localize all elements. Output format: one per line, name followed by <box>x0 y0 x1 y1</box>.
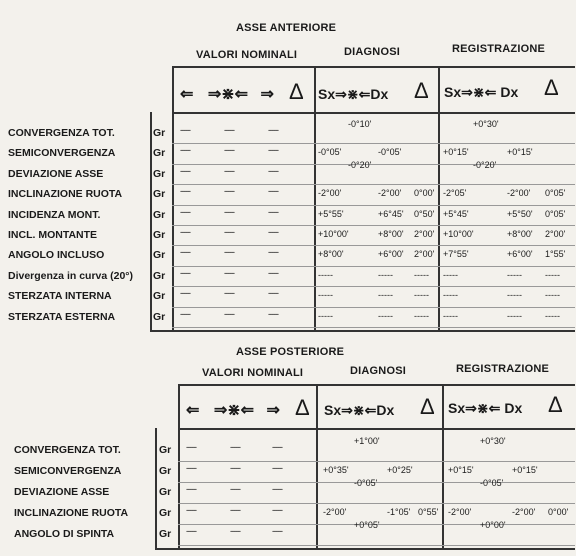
front-reg-delta-icon: Δ <box>544 75 559 100</box>
diag-value-dx: -1°05' <box>387 507 411 517</box>
toe-icon: ⇒⋇⇐ <box>465 400 501 416</box>
reg-value-dx: +6°00' <box>507 249 533 260</box>
front-header-diagnosis: DIAGNOSI <box>344 46 400 58</box>
reg-value-delta: 1°55' <box>545 249 566 260</box>
front-header-registration: REGISTRAZIONE <box>452 43 546 55</box>
diag-value-sx: -2°00' <box>318 188 342 199</box>
rear-header-registration: REGISTRAZIONE <box>456 363 550 375</box>
row-separator <box>172 225 575 226</box>
rear-reg-dx: Dx <box>504 400 523 416</box>
diag-value-delta: ----- <box>414 310 429 321</box>
diag-value-delta: 2°00' <box>414 249 435 260</box>
nominal-value-1: ----- <box>180 165 190 176</box>
reg-value-dx: +0°15' <box>512 465 538 475</box>
nominal-value-3: ----- <box>272 484 282 494</box>
row-label: DEVIAZIONE ASSE <box>8 167 104 180</box>
front-left-border <box>150 112 152 330</box>
reg-value-dx: +5°50' <box>507 208 533 219</box>
diag-value-delta: ----- <box>414 290 429 301</box>
rear-header-nominal: VALORI NOMINALI <box>202 367 304 379</box>
diag-value-sx: -0°05' <box>318 147 342 158</box>
reg-value-delta: 0°00' <box>548 507 569 517</box>
rear-diag-symbols <box>324 402 394 419</box>
row-label: STERZATA INTERNA <box>8 290 112 303</box>
unit-label: Gr <box>153 188 166 201</box>
reg-value-delta: ----- <box>545 310 560 321</box>
rear-nominal-symbols <box>186 400 280 420</box>
nominal-value-3: ----- <box>268 288 278 299</box>
nominal-value-3: ----- <box>272 442 282 452</box>
reg-value-dx: +0°15' <box>507 147 533 158</box>
unit-label: Gr <box>159 486 172 498</box>
nominal-value-1: ----- <box>180 186 190 197</box>
unit-label: Gr <box>153 147 166 160</box>
diag-value-dx: +0°25' <box>387 465 413 475</box>
row-separator <box>172 245 575 246</box>
reg-value-sx: -2°05' <box>443 188 467 199</box>
row-label: DEVIAZIONE ASSE <box>14 486 110 498</box>
row-label: ANGOLO INCLUSO <box>8 249 105 262</box>
reg-value-delta: ----- <box>545 269 560 280</box>
arrow-left-icon: ⇐ <box>186 402 200 419</box>
diag-value-total: -0°20' <box>348 159 372 170</box>
nominal-value-1: ----- <box>186 526 196 536</box>
row-label: STERZATA ESTERNA <box>8 310 116 323</box>
front-divider-diag-reg <box>438 66 440 330</box>
row-separator <box>172 286 575 287</box>
diag-value-dx: ----- <box>378 269 393 280</box>
reg-value-sx: ----- <box>443 290 458 301</box>
reg-value-total: +0°00' <box>480 520 506 530</box>
nominal-value-2: ----- <box>230 484 240 494</box>
row-label: CONVERGENZA TOT. <box>14 444 121 456</box>
nominal-value-2: ----- <box>230 442 240 452</box>
nominal-value-1: ----- <box>180 206 190 217</box>
front-bottom-border <box>150 330 575 332</box>
rear-bottom-border <box>155 548 575 550</box>
reg-value-sx: +0°15' <box>448 465 474 475</box>
rear-top-border <box>178 384 575 386</box>
toe-icon: ⇒⋇⇐ <box>461 84 497 100</box>
diag-value-sx: ----- <box>318 310 333 321</box>
nominal-value-1: ----- <box>186 505 196 515</box>
reg-value-total: -0°20' <box>473 159 497 170</box>
diag-value-delta: 0°50' <box>414 208 435 219</box>
row-label: INCLINAZIONE RUOTA <box>8 188 123 201</box>
diag-value-dx: +8°00' <box>378 229 404 239</box>
reg-value-dx: ----- <box>507 310 522 321</box>
rear-nominal-delta-icon: Δ <box>295 395 310 420</box>
unit-label: Gr <box>159 507 172 519</box>
toe-icon: ⇒⋇⇐ <box>341 402 377 418</box>
nominal-value-2: ----- <box>224 227 234 237</box>
nominal-value-2: ----- <box>230 505 240 515</box>
reg-value-delta: 0°05' <box>545 208 566 219</box>
front-axle-title: ASSE ANTERIORE <box>236 22 337 34</box>
nominal-value-3: ----- <box>268 206 278 217</box>
arrow-left-icon: ⇐ <box>180 86 194 103</box>
row-separator <box>172 184 575 185</box>
front-reg-symbols <box>444 84 518 101</box>
unit-label: Gr <box>153 229 166 241</box>
unit-label: Gr <box>159 444 172 456</box>
front-diag-dx: Dx <box>370 86 389 102</box>
nominal-value-1: ----- <box>186 484 196 494</box>
diag-value-delta: 0°00' <box>414 188 435 199</box>
diag-value-total: +1°00' <box>354 436 380 446</box>
nominal-value-1: ----- <box>180 288 190 299</box>
rear-unit-divider <box>178 428 180 548</box>
reg-value-dx: ----- <box>507 269 522 280</box>
diag-value-total: +0°05' <box>354 520 380 530</box>
rear-diag-dx: Dx <box>376 402 395 418</box>
rear-diag-sx: Sx <box>324 402 342 418</box>
unit-label: Gr <box>153 269 166 282</box>
diag-value-sx: +8°00' <box>318 249 344 260</box>
front-header-nominal: VALORI NOMINALI <box>196 49 298 61</box>
unit-label: Gr <box>159 465 172 477</box>
reg-value-total: +0°30' <box>480 436 506 446</box>
front-unit-divider <box>172 112 174 330</box>
nominal-value-2: ----- <box>224 206 234 217</box>
row-separator <box>172 266 575 267</box>
nominal-value-2: ----- <box>224 308 234 319</box>
reg-value-dx: -2°00' <box>507 188 531 199</box>
rear-header-left-border <box>178 384 180 428</box>
nominal-value-3: ----- <box>268 308 278 319</box>
nominal-value-2: ----- <box>224 288 234 299</box>
reg-value-sx: +7°55' <box>443 249 469 260</box>
rear-diag-delta-icon: Δ <box>420 394 435 419</box>
row-separator <box>172 307 575 308</box>
diag-value-dx: +6°45' <box>378 208 404 219</box>
row-label: SEMICONVERGENZA <box>14 465 122 477</box>
nominal-value-3: ----- <box>268 227 278 237</box>
reg-value-sx: ----- <box>443 269 458 280</box>
nominal-value-3: ----- <box>272 526 282 536</box>
front-top-border <box>172 66 575 68</box>
unit-label: Gr <box>153 167 166 180</box>
diag-value-dx: -0°05' <box>378 147 402 158</box>
nominal-value-1: ----- <box>180 308 190 319</box>
row-separator <box>178 545 575 546</box>
nominal-value-3: ----- <box>272 463 282 473</box>
diag-value-sx: ----- <box>318 269 333 280</box>
diag-value-total: -0°10' <box>348 119 372 129</box>
reg-value-sx: +10°00' <box>443 229 474 239</box>
reg-value-delta: 2°00' <box>545 229 566 239</box>
toe-icon: ⇒⋇⇐ <box>335 86 371 102</box>
row-separator <box>172 164 575 165</box>
nominal-value-2: ----- <box>224 267 234 278</box>
diag-value-dx: +6°00' <box>378 249 404 260</box>
reg-value-sx: -2°00' <box>448 507 472 517</box>
diag-value-sx: +10°00' <box>318 229 349 239</box>
front-divider-nominal-diag <box>314 66 316 330</box>
nominal-value-3: ----- <box>268 186 278 197</box>
diag-value-dx: ----- <box>378 310 393 321</box>
nominal-value-3: ----- <box>268 267 278 278</box>
front-nominal-delta-icon: Δ <box>289 79 304 104</box>
row-label: CONVERGENZA TOT. <box>8 127 115 139</box>
nominal-value-3: ----- <box>272 505 282 515</box>
unit-label: Gr <box>159 528 172 540</box>
rear-axle-title: ASSE POSTERIORE <box>236 346 345 358</box>
row-label: Divergenza in curva (20°) <box>8 269 133 282</box>
diag-value-sx: +5°55' <box>318 208 344 219</box>
nominal-value-1: ----- <box>180 145 190 156</box>
diag-value-sx: +0°35' <box>323 465 349 475</box>
diag-value-sx: ----- <box>318 290 333 301</box>
nominal-value-1: ----- <box>180 227 190 237</box>
unit-label: Gr <box>153 310 166 323</box>
rear-header-divider <box>178 428 575 430</box>
reg-value-dx: ----- <box>507 290 522 301</box>
nominal-value-2: ----- <box>224 186 234 197</box>
front-header-divider <box>172 112 575 114</box>
toe-in-icon: ⇒⋇⇐ <box>213 402 255 419</box>
reg-value-dx: +8°00' <box>507 229 533 239</box>
nominal-value-1: ----- <box>180 125 190 135</box>
nominal-value-2: ----- <box>230 463 240 473</box>
nominal-value-1: ----- <box>186 463 196 473</box>
front-nominal-symbols <box>180 84 274 104</box>
nominal-value-2: ----- <box>230 526 240 536</box>
row-label: INCL. MONTANTE <box>8 229 98 241</box>
nominal-value-3: ----- <box>268 145 278 156</box>
row-separator <box>178 461 575 462</box>
toe-in-icon: ⇒⋇⇐ <box>207 86 249 103</box>
front-diag-symbols <box>318 86 388 103</box>
rear-left-border <box>155 428 157 548</box>
reg-value-total: -0°05' <box>480 478 504 488</box>
diag-value-delta: ----- <box>414 269 429 280</box>
nominal-value-3: ----- <box>268 125 278 135</box>
unit-label: Gr <box>153 249 166 262</box>
reg-value-sx: ----- <box>443 310 458 321</box>
reg-value-delta: ----- <box>545 290 560 301</box>
row-separator <box>178 503 575 504</box>
reg-value-delta: 0°05' <box>545 188 566 199</box>
unit-label: Gr <box>153 290 166 303</box>
arrow-right-icon: ⇒ <box>266 402 280 419</box>
diag-value-total: -0°05' <box>354 478 378 488</box>
row-separator <box>172 143 575 144</box>
nominal-value-2: ----- <box>224 125 234 135</box>
row-label: ANGOLO DI SPINTA <box>14 528 115 540</box>
row-label: INCIDENZA MONT. <box>8 208 101 221</box>
rear-reg-symbols <box>448 400 522 417</box>
row-separator <box>172 327 575 328</box>
front-diag-delta-icon: Δ <box>414 78 429 103</box>
row-separator <box>172 205 575 206</box>
nominal-value-2: ----- <box>224 165 234 176</box>
nominal-value-3: ----- <box>268 247 278 258</box>
rear-header-diagnosis: DIAGNOSI <box>350 365 406 377</box>
front-diag-sx: Sx <box>318 86 336 102</box>
nominal-value-1: ----- <box>180 267 190 278</box>
reg-value-dx: -2°00' <box>512 507 536 517</box>
reg-value-sx: +5°45' <box>443 208 469 219</box>
nominal-value-2: ----- <box>224 145 234 156</box>
row-label: INCLINAZIONE RUOTA <box>14 507 129 519</box>
diag-value-dx: -2°00' <box>378 188 402 199</box>
diag-value-delta: 2°00' <box>414 229 435 239</box>
front-header-left-border <box>172 66 174 112</box>
nominal-value-1: ----- <box>186 442 196 452</box>
nominal-value-2: ----- <box>224 247 234 258</box>
unit-label: Gr <box>153 208 166 221</box>
rear-reg-delta-icon: Δ <box>548 392 563 417</box>
diag-value-sx: -2°00' <box>323 507 347 517</box>
diag-value-delta: 0°55' <box>418 507 439 517</box>
nominal-value-1: ----- <box>180 247 190 258</box>
unit-label: Gr <box>153 127 166 139</box>
diag-value-dx: ----- <box>378 290 393 301</box>
nominal-value-3: ----- <box>268 165 278 176</box>
front-reg-dx: Dx <box>500 84 519 100</box>
row-label: SEMICONVERGENZA <box>8 147 116 160</box>
front-reg-sx: Sx <box>444 84 462 100</box>
rear-reg-sx: Sx <box>448 400 466 416</box>
arrow-right-icon: ⇒ <box>260 86 274 103</box>
reg-value-sx: +0°15' <box>443 147 469 158</box>
reg-value-total: +0°30' <box>473 119 499 129</box>
